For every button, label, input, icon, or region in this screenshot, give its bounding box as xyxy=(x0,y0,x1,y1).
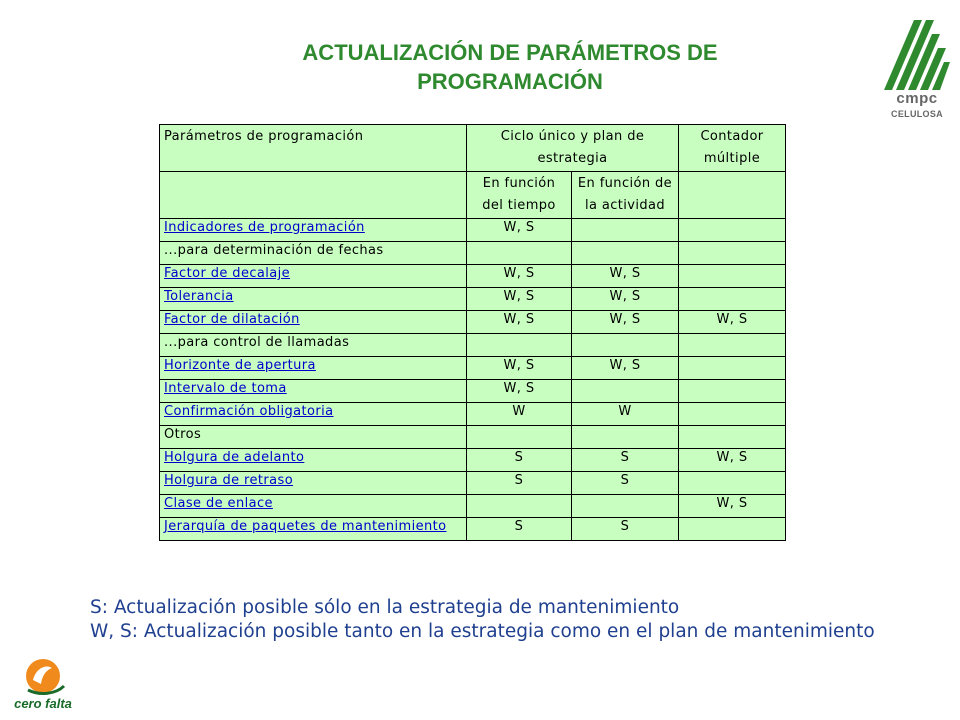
table-body xyxy=(160,219,786,541)
value-actividad: W, S xyxy=(572,357,679,380)
header-parametros: Parámetros de programación xyxy=(160,125,467,172)
row-label-cell xyxy=(160,219,467,242)
table-row xyxy=(160,265,786,288)
value-tiempo xyxy=(467,426,572,449)
value-contador: W, S xyxy=(679,311,786,334)
value-actividad: S xyxy=(572,449,679,472)
value-tiempo: S xyxy=(467,472,572,495)
value-actividad xyxy=(572,219,679,242)
slide-title xyxy=(230,38,790,96)
value-actividad xyxy=(572,380,679,403)
value-actividad: W, S xyxy=(572,311,679,334)
value-contador: W, S xyxy=(679,495,786,518)
row-label-cell xyxy=(160,449,467,472)
value-contador xyxy=(679,242,786,265)
table-row xyxy=(160,380,786,403)
legend-line-s: S: Actualización posible sólo en la estrategia de mantenimiento xyxy=(90,597,680,618)
value-contador xyxy=(679,518,786,541)
row-label-cell xyxy=(160,518,467,541)
table-row xyxy=(160,242,786,265)
subheader-actividad: En función de la actividad xyxy=(572,172,679,219)
value-contador xyxy=(679,380,786,403)
row-label-cell xyxy=(160,380,467,403)
value-tiempo: W, S xyxy=(467,357,572,380)
row-label-cell xyxy=(160,242,467,265)
cero-falta-text: cero falta xyxy=(14,696,72,711)
section-label: Otros xyxy=(164,427,202,442)
row-label-cell xyxy=(160,357,467,380)
cero-falta-logo xyxy=(6,656,80,716)
value-tiempo xyxy=(467,334,572,357)
value-contador xyxy=(679,403,786,426)
value-tiempo: W xyxy=(467,403,572,426)
row-label-cell xyxy=(160,311,467,334)
parameter-link[interactable]: Horizonte de apertura xyxy=(164,358,316,373)
table-row xyxy=(160,518,786,541)
subheader-empty-2 xyxy=(679,172,786,219)
parameter-link[interactable]: Holgura de adelanto xyxy=(164,450,305,465)
value-tiempo: W, S xyxy=(467,380,572,403)
value-contador xyxy=(679,334,786,357)
parameter-link[interactable]: Indicadores de programación xyxy=(164,220,365,235)
legend-line-ws: W, S: Actualización posible tanto en la estrategia como en el plan de mantenimiento xyxy=(90,621,875,642)
value-tiempo: W, S xyxy=(467,265,572,288)
table-subheader-row xyxy=(160,172,786,219)
table-header-row xyxy=(160,125,786,172)
parameter-link[interactable]: Clase de enlace xyxy=(164,496,273,511)
parameter-link[interactable]: Confirmación obligatoria xyxy=(164,404,334,419)
row-label-cell xyxy=(160,288,467,311)
subheader-tiempo: En función del tiempo xyxy=(467,172,572,219)
value-contador xyxy=(679,426,786,449)
value-actividad xyxy=(572,426,679,449)
title-line-1: ACTUALIZACIÓN DE PARÁMETROS DE xyxy=(302,40,718,65)
value-actividad: W, S xyxy=(572,288,679,311)
parameter-link[interactable]: Factor de dilatación xyxy=(164,312,300,327)
value-actividad xyxy=(572,242,679,265)
legend xyxy=(90,596,930,644)
table-row xyxy=(160,426,786,449)
value-tiempo xyxy=(467,495,572,518)
parameter-link[interactable]: Holgura de retraso xyxy=(164,473,294,488)
parameters-table xyxy=(159,124,786,541)
value-tiempo xyxy=(467,242,572,265)
header-contador-multiple: Contador múltiple xyxy=(679,125,786,172)
table-row xyxy=(160,219,786,242)
value-contador: W, S xyxy=(679,449,786,472)
cmpc-brand-text: cmpc xyxy=(896,90,938,107)
value-contador xyxy=(679,288,786,311)
value-contador xyxy=(679,472,786,495)
table-row xyxy=(160,472,786,495)
parameter-link[interactable]: Factor de decalaje xyxy=(164,266,291,281)
value-contador xyxy=(679,219,786,242)
table-row xyxy=(160,311,786,334)
value-contador xyxy=(679,265,786,288)
value-tiempo: W, S xyxy=(467,219,572,242)
title-line-2: PROGRAMACIÓN xyxy=(417,69,603,94)
header-ciclo-unico: Ciclo único y plan de estrategia xyxy=(467,125,679,172)
value-tiempo: S xyxy=(467,449,572,472)
table-row xyxy=(160,357,786,380)
cero-falta-emblem-icon xyxy=(6,656,80,698)
table-row xyxy=(160,403,786,426)
section-label: ...para control de llamadas xyxy=(164,335,350,350)
cmpc-stripes-icon xyxy=(878,14,950,92)
value-actividad: W xyxy=(572,403,679,426)
row-label-cell xyxy=(160,265,467,288)
value-tiempo: W, S xyxy=(467,311,572,334)
value-contador xyxy=(679,357,786,380)
subheader-empty xyxy=(160,172,467,219)
table-row xyxy=(160,449,786,472)
parameter-link[interactable]: Intervalo de toma xyxy=(164,381,287,396)
table-row xyxy=(160,288,786,311)
cmpc-sub-text: CELULOSA xyxy=(891,109,943,119)
row-label-cell xyxy=(160,334,467,357)
value-actividad xyxy=(572,495,679,518)
cmpc-logo xyxy=(878,14,950,124)
value-tiempo: S xyxy=(467,518,572,541)
row-label-cell xyxy=(160,403,467,426)
value-tiempo: W, S xyxy=(467,288,572,311)
row-label-cell xyxy=(160,426,467,449)
parameter-link[interactable]: Jerarquía de paquetes de mantenimiento xyxy=(164,519,447,534)
value-actividad: S xyxy=(572,472,679,495)
value-actividad xyxy=(572,334,679,357)
section-label: ...para determinación de fechas xyxy=(164,243,384,258)
value-actividad: S xyxy=(572,518,679,541)
table-row xyxy=(160,495,786,518)
row-label-cell xyxy=(160,495,467,518)
parameter-link[interactable]: Tolerancia xyxy=(164,289,234,304)
row-label-cell xyxy=(160,472,467,495)
value-actividad: W, S xyxy=(572,265,679,288)
table-row xyxy=(160,334,786,357)
